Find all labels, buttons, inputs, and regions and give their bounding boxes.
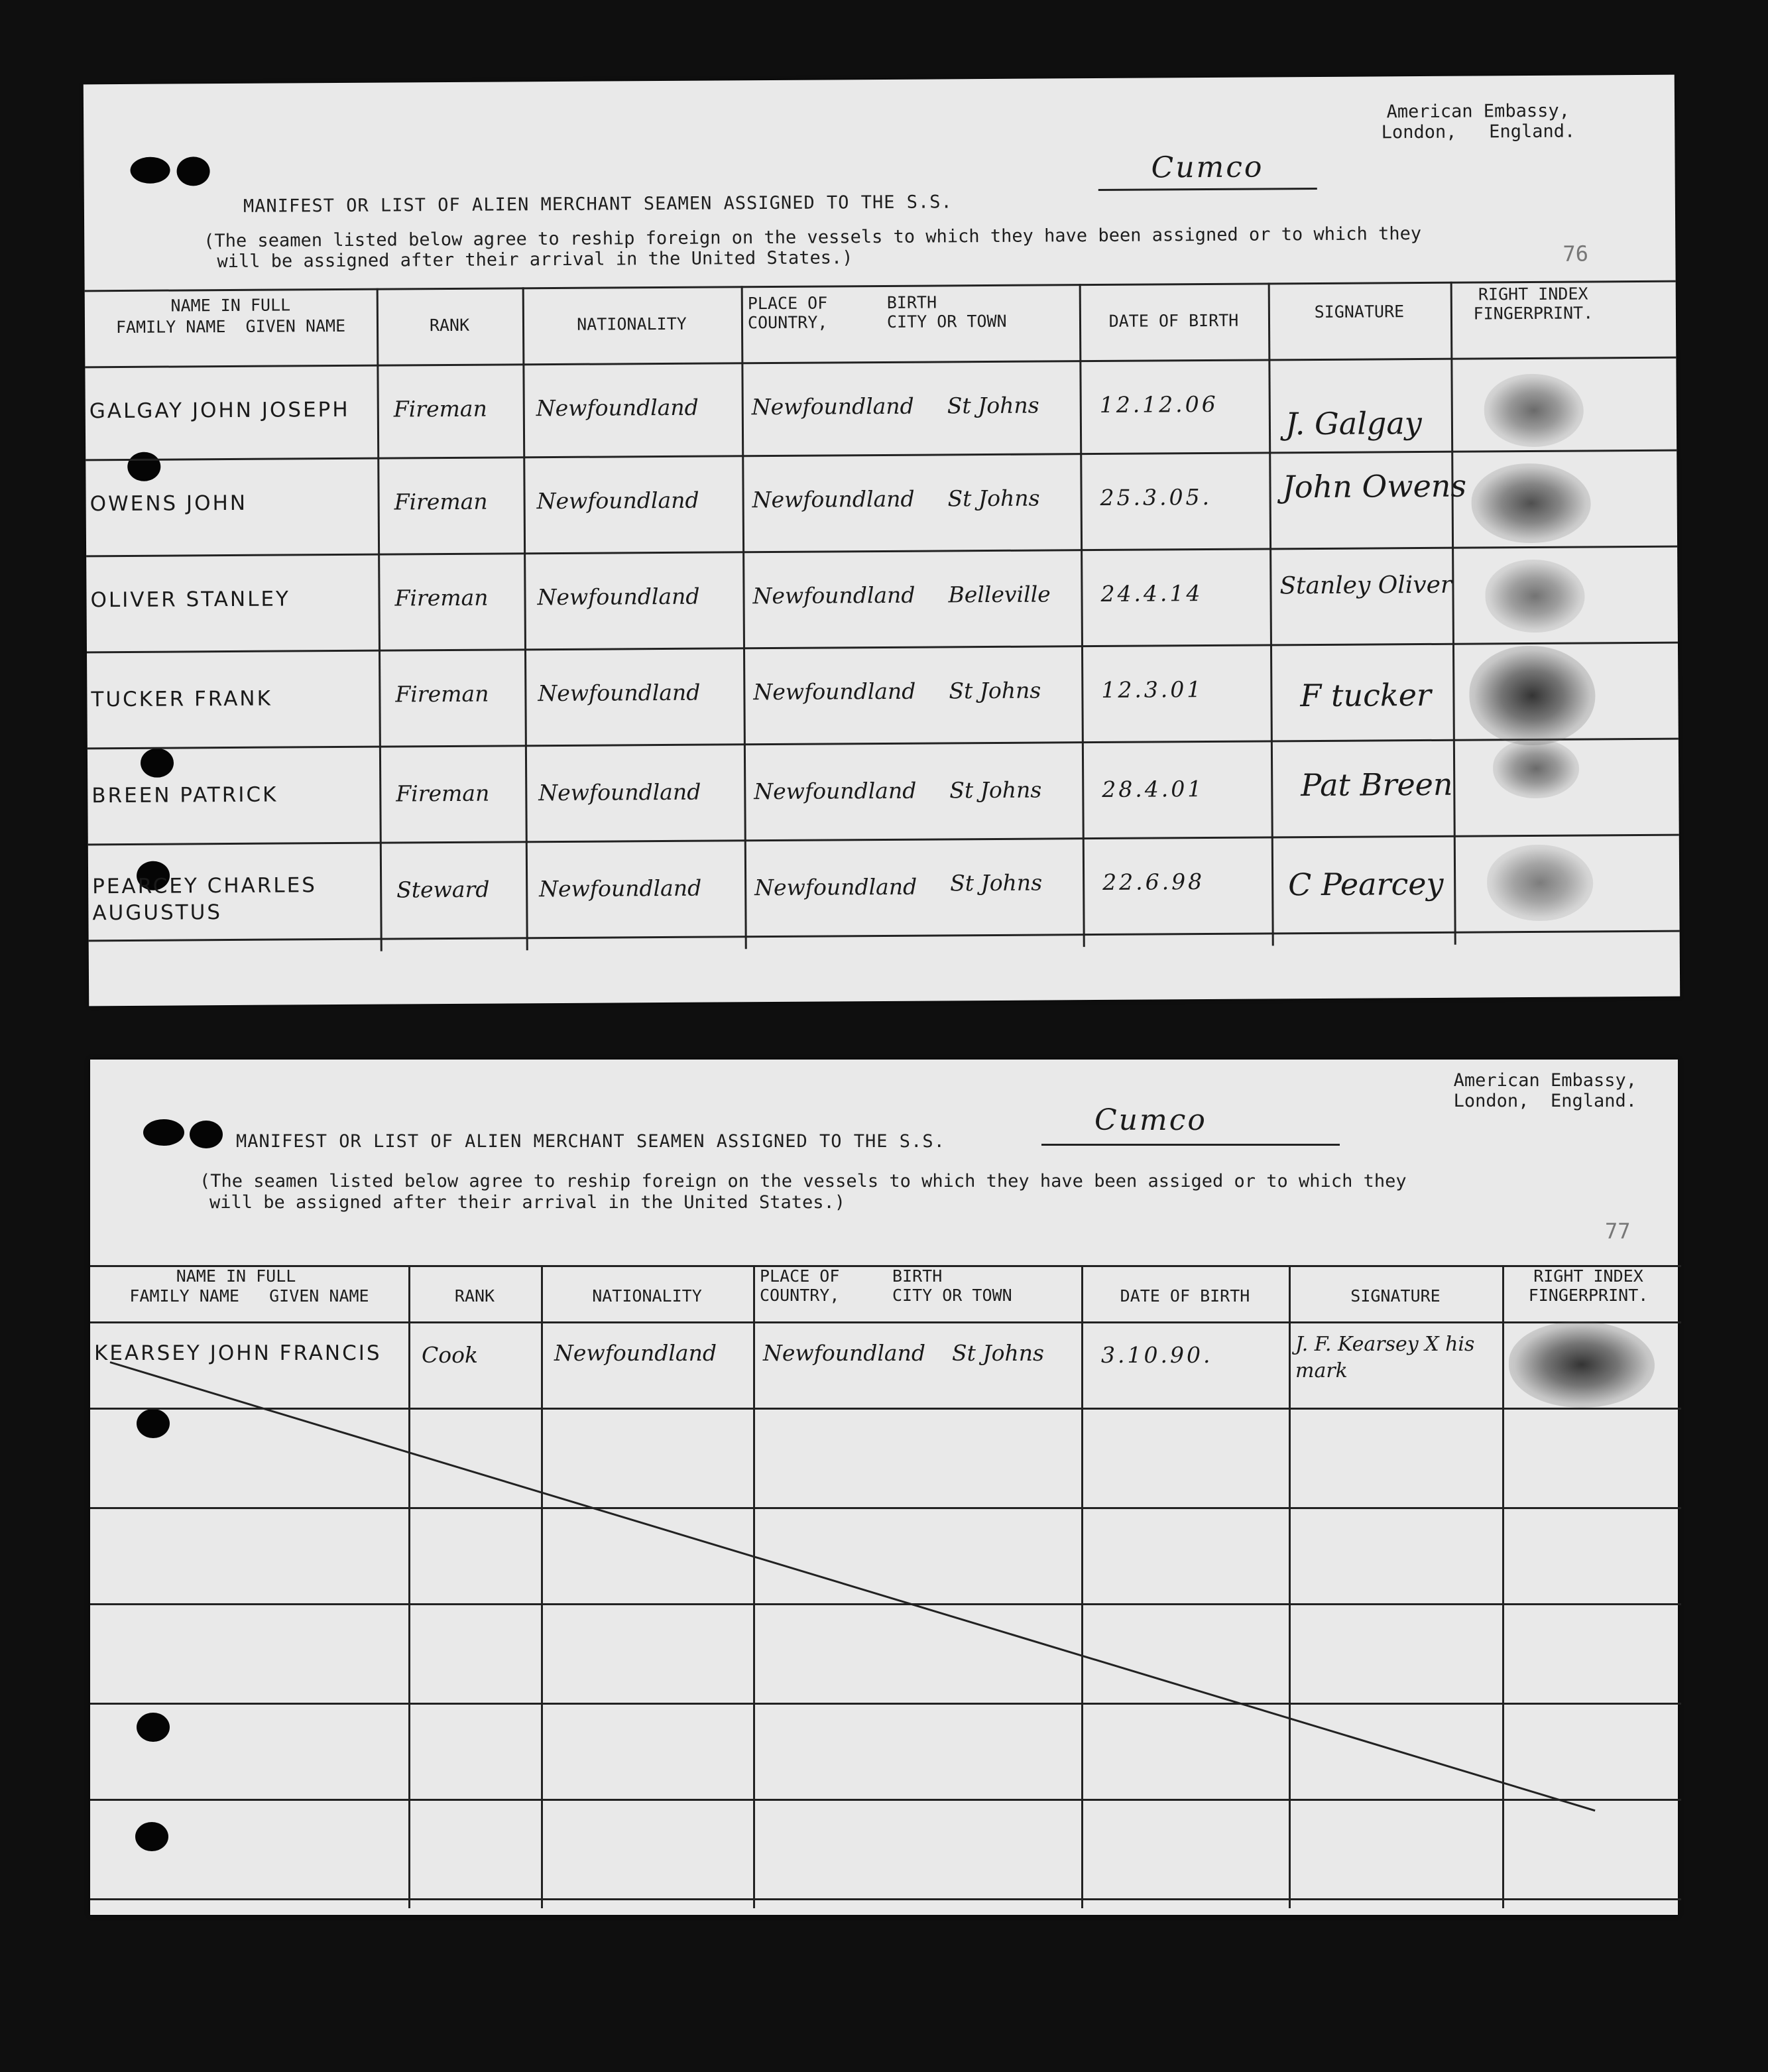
page-number: 77 bbox=[1605, 1219, 1631, 1244]
embassy-line-1: American Embassy, bbox=[1386, 100, 1570, 123]
row-2-nationality: Newfoundland bbox=[536, 487, 699, 515]
row-1-country: Newfoundland bbox=[763, 1340, 925, 1366]
manifest-table bbox=[85, 280, 1680, 987]
fingerprint-4 bbox=[1469, 645, 1596, 745]
row-2-name: OWENS JOHN bbox=[89, 491, 248, 517]
row-1-nationality: Newfoundland bbox=[554, 1340, 717, 1366]
row-5-rank: Fireman bbox=[396, 780, 490, 807]
row-6-country: Newfoundland bbox=[754, 873, 917, 901]
row-1-country: Newfoundland bbox=[751, 393, 914, 420]
manifest-title: MANIFEST OR LIST OF ALIEN MERCHANT SEAMEN ASSIGNED TO THE S.S. bbox=[243, 192, 953, 217]
row-4-name: TUCKER FRANK bbox=[91, 686, 272, 712]
punch-hole bbox=[190, 1121, 223, 1148]
row-1-signature: J. F. Kearsey X his mark bbox=[1295, 1333, 1475, 1382]
row-5-signature: Pat Breen bbox=[1301, 766, 1453, 804]
embassy-line-2: London, England. bbox=[1453, 1091, 1637, 1111]
col-place-country: PLACE OF COUNTRY, bbox=[747, 293, 828, 333]
row-1-dob: 12.12.06 bbox=[1099, 391, 1218, 418]
fingerprint-1 bbox=[1484, 374, 1584, 448]
row-2-signature: John Owens bbox=[1282, 467, 1467, 505]
manifest-table bbox=[90, 1265, 1681, 1895]
row-4-nationality: Newfoundland bbox=[538, 679, 701, 707]
row-4-city: St Johns bbox=[949, 677, 1041, 704]
row-2-city: St Johns bbox=[947, 485, 1040, 512]
col-place-country: PLACE OF COUNTRY, bbox=[760, 1266, 840, 1305]
row-3-city: Belleville bbox=[948, 581, 1051, 608]
row-1-name: KEARSEY JOHN FRANCIS bbox=[94, 1341, 382, 1365]
row-1-dob: 3.10.90. bbox=[1101, 1342, 1213, 1368]
row-5-name: BREEN PATRICK bbox=[91, 782, 278, 808]
row-3-signature: Stanley Oliver bbox=[1279, 571, 1452, 600]
embassy-address bbox=[1454, 1070, 1637, 1111]
row-1-rank: Cook bbox=[422, 1342, 478, 1368]
row-3-dob: 24.4.14 bbox=[1100, 580, 1203, 607]
row-5-nationality: Newfoundland bbox=[538, 778, 701, 806]
note-line-2: will be assigned after their arrival in the United States.) bbox=[217, 247, 853, 273]
manifest-sheet-1 bbox=[84, 75, 1680, 1006]
manifest-title: MANIFEST OR LIST OF ALIEN MERCHANT SEAMEN ASSIGNED TO THE S.S. bbox=[236, 1131, 945, 1152]
embassy-line-1: American Embassy, bbox=[1453, 1070, 1637, 1091]
punch-hole bbox=[143, 1119, 184, 1146]
row-1-nationality: Newfoundland bbox=[536, 394, 699, 422]
fingerprint-3 bbox=[1485, 560, 1585, 633]
row-1-rank: Fireman bbox=[393, 395, 487, 422]
col-name-top: NAME IN FULL bbox=[176, 1266, 296, 1286]
row-2-country: Newfoundland bbox=[752, 485, 915, 513]
col-dob: DATE OF BIRTH bbox=[1120, 1286, 1250, 1306]
row-2-rank: Fireman bbox=[394, 488, 488, 515]
col-name-bottom: FAMILY NAME GIVEN NAME bbox=[129, 1286, 369, 1306]
row-3-nationality: Newfoundland bbox=[537, 583, 700, 611]
punch-hole bbox=[130, 157, 170, 184]
row-1-city: St Johns bbox=[952, 1340, 1044, 1366]
col-nationality: NATIONALITY bbox=[577, 314, 687, 334]
row-6-name: PEARCEY CHARLES AUGUSTUS bbox=[92, 873, 318, 926]
row-4-rank: Fireman bbox=[395, 680, 489, 707]
vessel-name: Cumco bbox=[1041, 1103, 1340, 1146]
row-4-signature: F tucker bbox=[1300, 676, 1432, 714]
col-nationality: NATIONALITY bbox=[592, 1286, 702, 1306]
fingerprint-1 bbox=[1509, 1321, 1655, 1408]
embassy-address bbox=[1381, 101, 1575, 143]
row-1-city: St Johns bbox=[947, 392, 1039, 419]
row-6-dob: 22.6.98 bbox=[1102, 869, 1205, 895]
col-place-city: BIRTH CITY OR TOWN bbox=[892, 1266, 1012, 1305]
vessel-name: Cumco bbox=[1098, 150, 1317, 191]
embassy-line-2: London, England. bbox=[1381, 121, 1576, 143]
col-rank: RANK bbox=[454, 1286, 495, 1306]
row-6-city: St Johns bbox=[950, 869, 1043, 896]
row-3-rank: Fireman bbox=[394, 584, 489, 611]
fingerprint-6 bbox=[1487, 844, 1594, 921]
col-dob: DATE OF BIRTH bbox=[1108, 310, 1239, 331]
row-5-country: Newfoundland bbox=[754, 777, 917, 805]
note-line-1: (The seamen listed below agree to reship foreign on the vessels to which they have been assiged or to which they bbox=[200, 1171, 1407, 1191]
manifest-sheet-2 bbox=[90, 1060, 1678, 1915]
row-6-nationality: Newfoundland bbox=[539, 875, 702, 902]
punch-hole bbox=[176, 156, 209, 186]
row-5-dob: 28.4.01 bbox=[1102, 776, 1205, 802]
row-3-country: Newfoundland bbox=[752, 581, 915, 609]
col-name-top: NAME IN FULL bbox=[170, 295, 291, 316]
col-rank: RANK bbox=[429, 315, 470, 335]
col-signature: SIGNATURE bbox=[1350, 1286, 1441, 1306]
col-signature: SIGNATURE bbox=[1314, 302, 1405, 322]
col-fingerprint: RIGHT INDEX FINGERPRINT. bbox=[1528, 1266, 1649, 1305]
row-2-dob: 25.3.05. bbox=[1100, 483, 1212, 511]
row-6-rank: Steward bbox=[396, 876, 490, 903]
row-1-signature: J. Galgay bbox=[1285, 405, 1422, 442]
row-5-city: St Johns bbox=[949, 776, 1042, 804]
col-name-bottom: FAMILY NAME GIVEN NAME bbox=[115, 316, 346, 337]
row-4-country: Newfoundland bbox=[753, 678, 916, 705]
col-place-city: BIRTH CITY OR TOWN bbox=[886, 292, 1007, 332]
row-3-name: OLIVER STANLEY bbox=[90, 587, 291, 613]
fingerprint-2 bbox=[1471, 463, 1591, 543]
page-number: 76 bbox=[1562, 241, 1589, 267]
row-4-dob: 12.3.01 bbox=[1101, 676, 1204, 703]
fingerprint-4-smudge bbox=[1493, 739, 1580, 799]
row-1-name: GALGAY JOHN JOSEPH bbox=[89, 397, 350, 424]
row-6-signature: C Pearcey bbox=[1288, 865, 1444, 903]
cancellation-line bbox=[110, 1361, 1596, 1811]
note-line-1: (The seamen listed below agree to reship foreign on the vessels to which they have been assigned or to which they bbox=[204, 223, 1422, 252]
note-line-2: will be assigned after their arrival in the United States.) bbox=[209, 1192, 846, 1213]
col-fingerprint: RIGHT INDEX FINGERPRINT. bbox=[1473, 284, 1594, 324]
